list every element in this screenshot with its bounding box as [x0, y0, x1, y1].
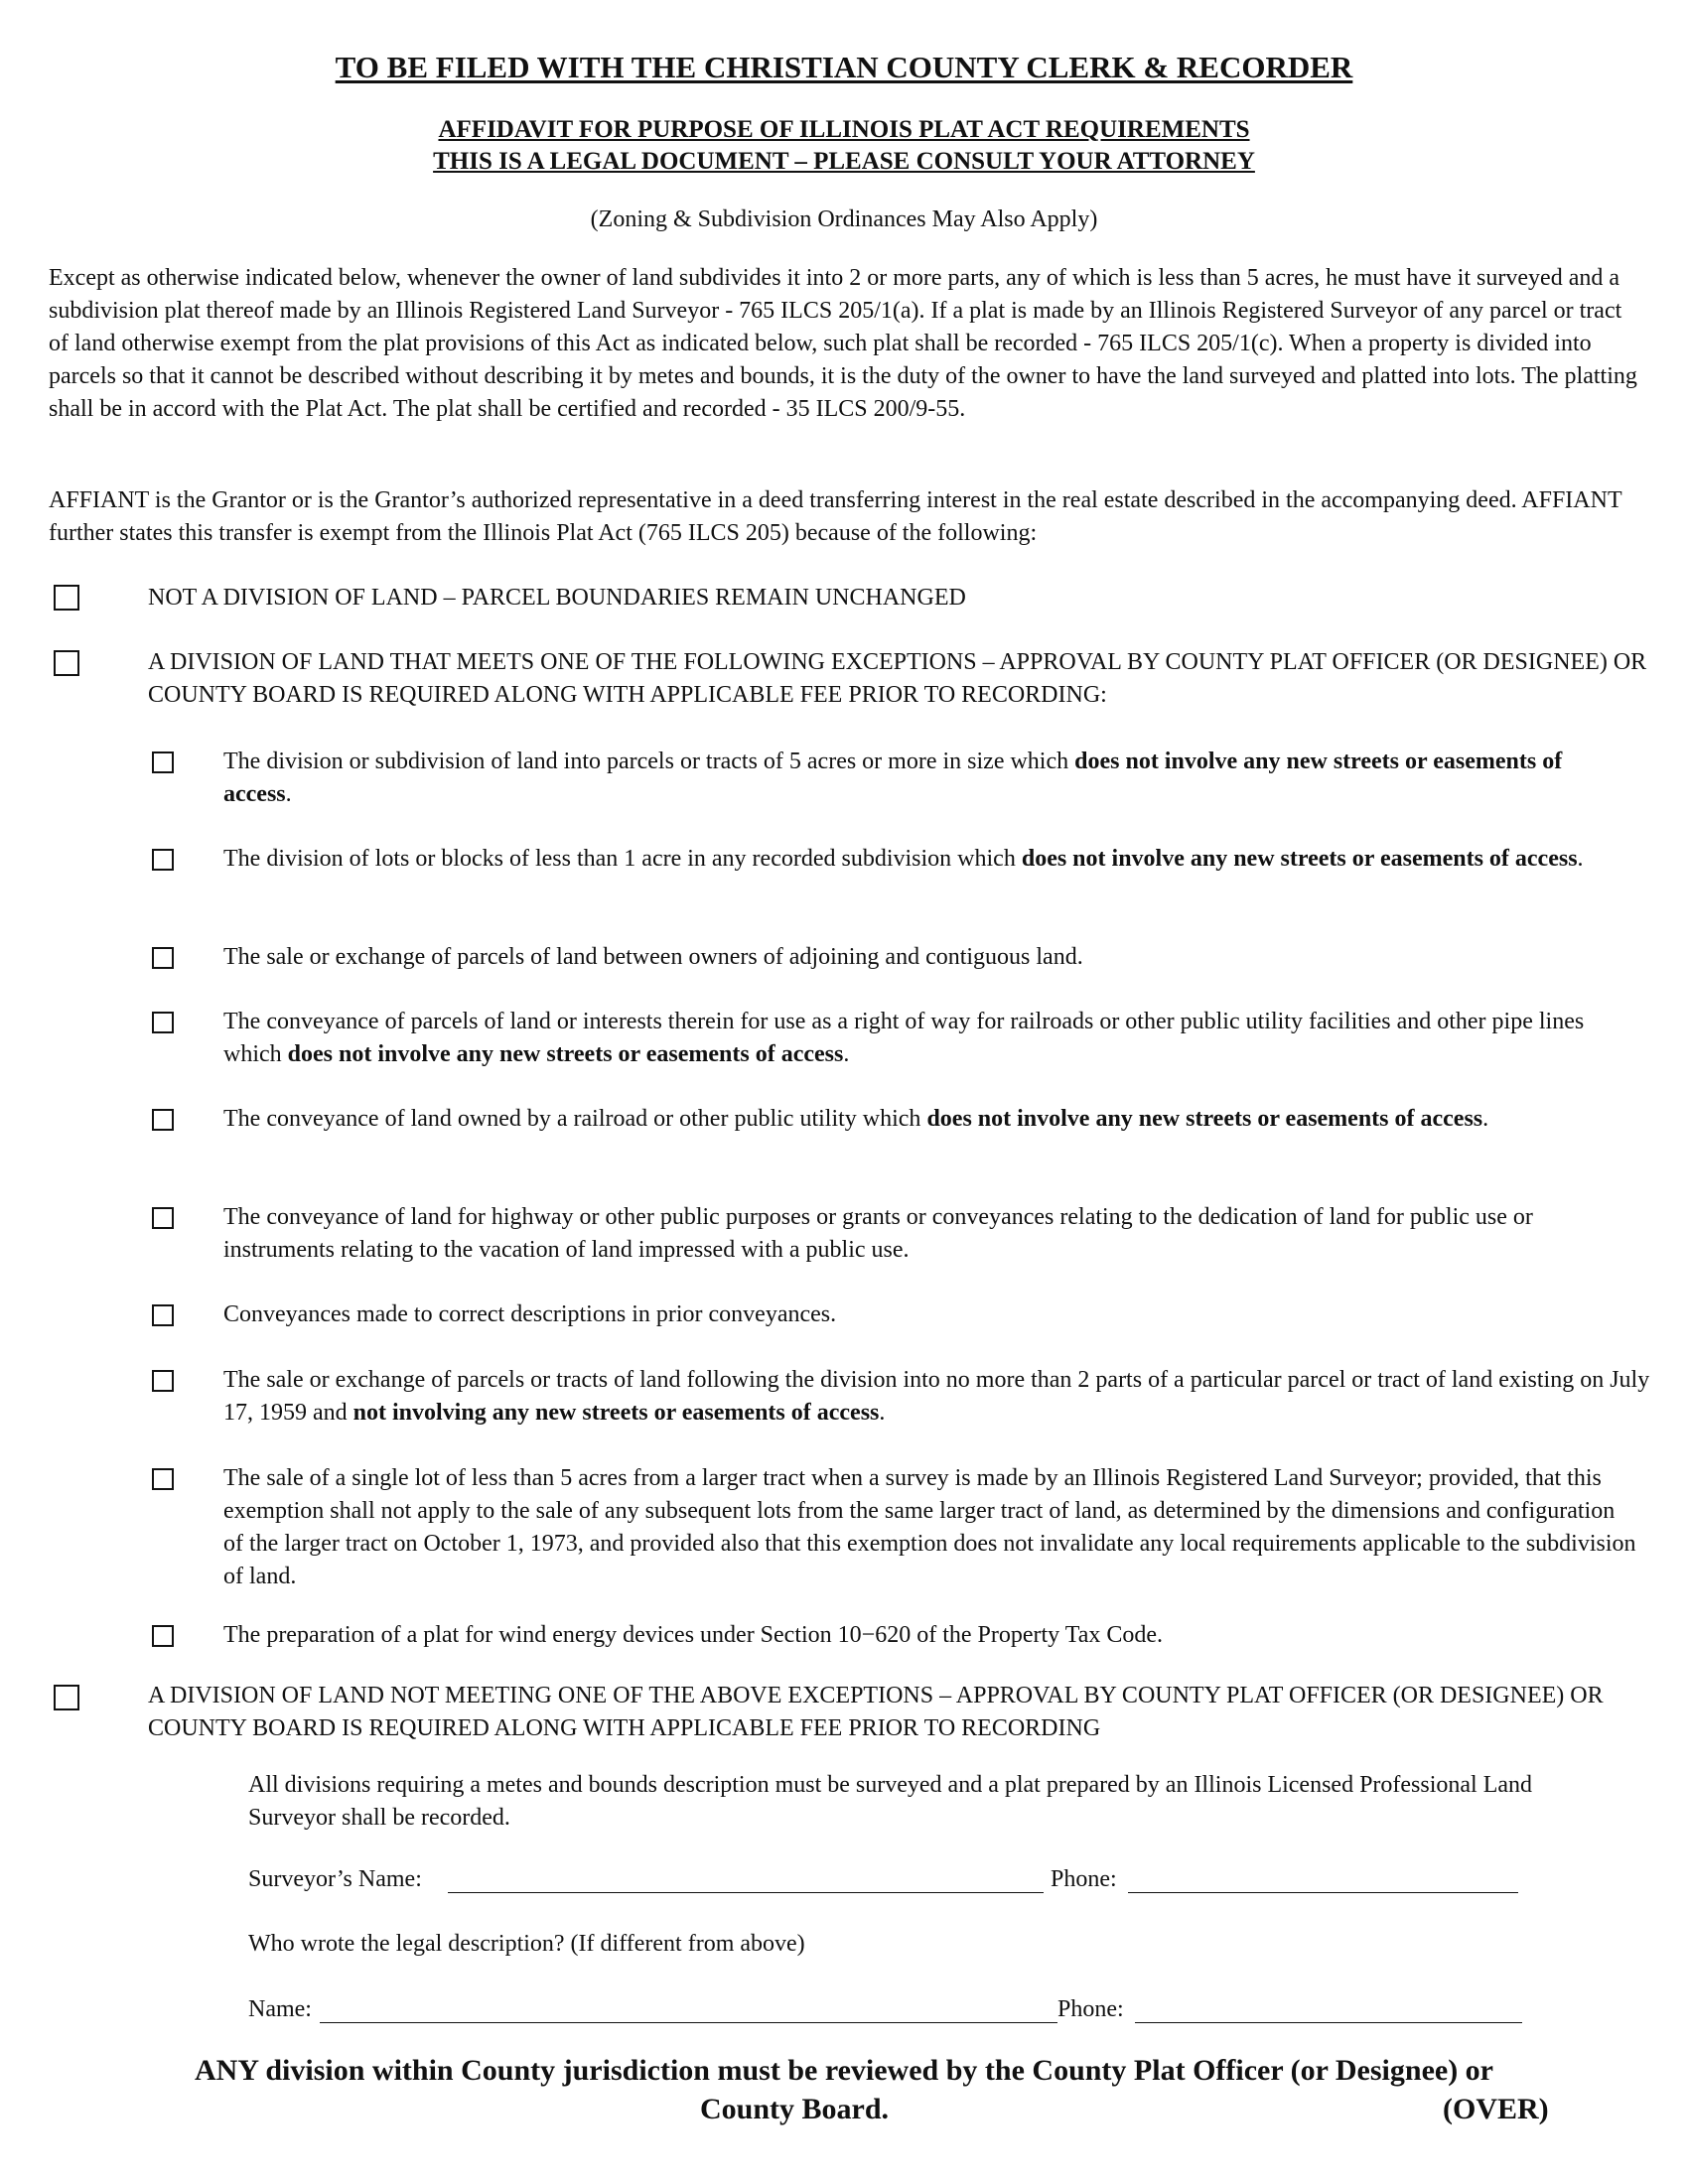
- exception-checkbox-correct-descriptions[interactable]: [152, 1304, 174, 1326]
- surveyor-phone-label: Phone:: [1051, 1866, 1117, 1892]
- exception-5-acres: The division or subdivision of land into parcels or tracts of 5 acres or more in size which does not involve any new streets or easements of access.: [223, 749, 1563, 807]
- writer-phone-field[interactable]: [1135, 2022, 1522, 2023]
- exception-checkbox-wind-energy[interactable]: [152, 1625, 174, 1647]
- legal-warning-subtitle: THIS IS A LEGAL DOCUMENT – PLEASE CONSULT YOUR ATTORNEY: [433, 148, 1255, 175]
- exception-single-lot: The sale of a single lot of less than 5 acres from a larger tract when a survey is made by an Illinois Registered Land Surveyor; provided, that this exemption shall not apply to the sale of any subsequent lots from the same larger tract of land, as determined by the dimensions and configuration of the larger tract on October 1, 1973, and provided also that this exemption does not invalidate any local requirements applicable to the subdivision of land.: [223, 1465, 1636, 1589]
- writer-name-field[interactable]: [320, 2022, 1057, 2023]
- exception-right-of-way: The conveyance of parcels of land or interests therein for use as a right of way for railroads or other public utility facilities and other pipe lines which does not involve any new streets or easements of access.: [223, 1009, 1585, 1067]
- footer-county-board: County Board.: [700, 2093, 890, 2125]
- page-title: TO BE FILED WITH THE CHRISTIAN COUNTY CLERK & RECORDER: [335, 50, 1353, 84]
- surveyor-name-label: Surveyor’s Name:: [248, 1866, 422, 1892]
- not-division-checkbox[interactable]: [54, 585, 79, 611]
- exception-checkbox-adjoining[interactable]: [152, 947, 174, 969]
- exception-highway: The conveyance of land for highway or other public purposes or grants or conveyances relating to the dedication of land for public use or instruments relating to the vacation of land impressed with a public use.: [223, 1204, 1533, 1263]
- footer-review-notice: ANY division within County jurisdiction must be reviewed by the County Plat Officer (or Designee) or: [194, 2054, 1494, 2087]
- survey-requirement-note: All divisions requiring a metes and bounds description must be surveyed and a plat prepared by an Illinois Licensed Professional Land Surveyor shall be recorded.: [248, 1772, 1533, 1831]
- not-meeting-exception-checkbox[interactable]: [54, 1685, 79, 1710]
- exception-checkbox-5-acres[interactable]: [152, 751, 174, 773]
- writer-phone-label: Phone:: [1057, 1996, 1124, 2022]
- exception-checkbox-two-parts[interactable]: [152, 1370, 174, 1392]
- exception-lots-blocks: The division of lots or blocks of less than 1 acre in any recorded subdivision which does not involve any new streets or easements of access.: [223, 846, 1584, 872]
- exception-two-parts: The sale or exchange of parcels or tracts of land following the division into no more than 2 parts of a particular parcel or tract of land existing on July 17, 1959 and not involving any new streets or easements of access.: [223, 1367, 1650, 1426]
- affidavit-subtitle: AFFIDAVIT FOR PURPOSE OF ILLINOIS PLAT ACT REQUIREMENTS: [438, 116, 1250, 143]
- writer-name-label: Name:: [248, 1996, 312, 2022]
- surveyor-name-field[interactable]: [448, 1892, 1044, 1893]
- surveyor-phone-field[interactable]: [1128, 1892, 1518, 1893]
- affiant-paragraph: AFFIANT is the Grantor or is the Grantor’s authorized representative in a deed transferring interest in the real estate described in the accompanying deed. AFFIANT further states this transfer is exempt from the Illinois Plat Act (765 ILCS 205) because of the following:: [49, 487, 1622, 546]
- meets-exception-checkbox[interactable]: [54, 650, 79, 676]
- not-division-label: NOT A DIVISION OF LAND – PARCEL BOUNDARIES REMAIN UNCHANGED: [148, 585, 966, 611]
- exception-checkbox-single-lot[interactable]: [152, 1468, 174, 1490]
- legal-description-question: Who wrote the legal description? (If different from above): [248, 1931, 805, 1957]
- intro-paragraph: Except as otherwise indicated below, whenever the owner of land subdivides it into 2 or more parts, any of which is less than 5 acres, he must have it surveyed and a subdivision plat thereof made by an Illinois Registered Land Surveyor - 765 ILCS 205/1(a). If a plat is made by an Illinois Registered Surveyor of any parcel or tract of land otherwise exempt from the plat provisions of this Act as indicated below, such plat shall be recorded - 765 ILCS 205/1(c). When a property is divided into parcels so that it cannot be described without describing it by metes and bounds, it is the duty of the owner to have the land surveyed and platted into lots. The platting shall be in accord with the Plat Act. The plat shall be certified and recorded - 35 ILCS 200/9-55.: [49, 265, 1637, 422]
- exception-railroad: The conveyance of land owned by a railroad or other public utility which does not involve any new streets or easements of access.: [223, 1106, 1489, 1132]
- not-meeting-exception-label: A DIVISION OF LAND NOT MEETING ONE OF THE ABOVE EXCEPTIONS – APPROVAL BY COUNTY PLAT OFFICER (OR DESIGNEE) OR COUNTY BOARD IS REQUIRED ALONG WITH APPLICABLE FEE PRIOR TO RECORDING: [148, 1683, 1604, 1741]
- exception-checkbox-railroad[interactable]: [152, 1109, 174, 1131]
- exception-correct-descriptions: Conveyances made to correct descriptions in prior conveyances.: [223, 1301, 837, 1327]
- exception-checkbox-right-of-way[interactable]: [152, 1012, 174, 1033]
- exception-adjoining: The sale or exchange of parcels of land between owners of adjoining and contiguous land.: [223, 944, 1083, 970]
- exception-wind-energy: The preparation of a plat for wind energy devices under Section 10−620 of the Property Tax Code.: [223, 1622, 1164, 1648]
- exception-checkbox-lots-blocks[interactable]: [152, 849, 174, 871]
- zoning-note: (Zoning & Subdivision Ordinances May Also Apply): [590, 206, 1098, 232]
- meets-exception-label: A DIVISION OF LAND THAT MEETS ONE OF THE FOLLOWING EXCEPTIONS – APPROVAL BY COUNTY PLAT OFFICER (OR DESIGNEE) OR COUNTY BOARD IS REQUIRED ALONG WITH APPLICABLE FEE PRIOR TO RECORDING:: [148, 649, 1647, 708]
- footer-over-marker: (OVER): [1443, 2093, 1549, 2125]
- exception-checkbox-highway[interactable]: [152, 1207, 174, 1229]
